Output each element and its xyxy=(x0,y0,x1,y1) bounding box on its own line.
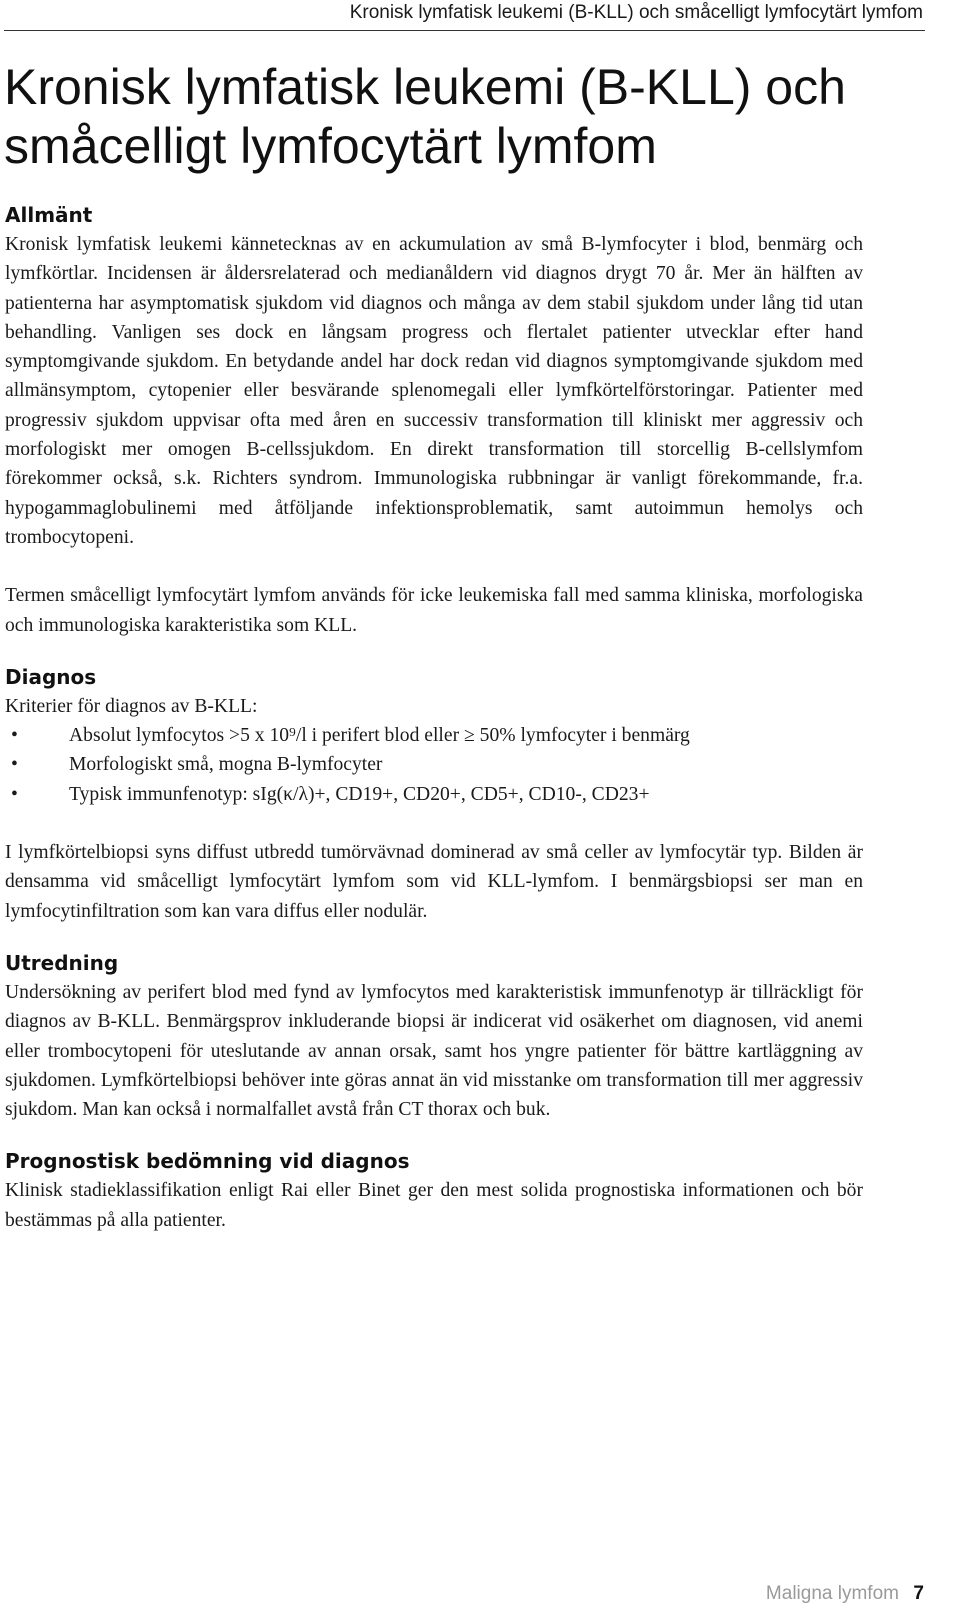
allmant-paragraph-2: Termen småcelligt lymfocytärt lymfom används för icke leukemiska fall med samma kliniska, morfologiska och immunologiska karakteristika som KLL. xyxy=(5,585,863,636)
diagnos-criteria-list xyxy=(5,721,863,809)
criterion-text: Typisk immunfenotyp: sIg(κ/λ)+, CD19+, CD20+, CD5+, CD10-, CD23+ xyxy=(69,783,650,805)
diagnos-intro: Kriterier för diagnos av B-KLL: xyxy=(5,695,258,717)
section-heading-allmant: Allmänt xyxy=(5,203,93,227)
list-item xyxy=(5,780,863,809)
header-rule xyxy=(4,30,925,31)
bullet-icon: • xyxy=(11,783,18,805)
prognostisk-paragraph: Klinisk stadieklassifikation enligt Rai eller Binet ger den mest solida prognostiska informationen och bör bestämmas på alla patienter. xyxy=(5,1180,863,1231)
page-title: Kronisk lymfatisk leukemi (B-KLL) och småcelligt lymfocytärt lymfom xyxy=(4,59,846,174)
page-number: 7 xyxy=(913,1583,924,1604)
list-item xyxy=(5,750,863,779)
list-item xyxy=(5,721,863,750)
document-body xyxy=(5,200,863,1235)
allmant-paragraph-1: Kronisk lymfatisk leukemi kännetecknas av en ackumulation av små B-lymfocyter i blod, benmärg och lymfkörtlar. Incidensen är åldersrelaterad och medianåldern vid diagnos drygt 70 år. Mer än hälften av patienterna har asymptomatisk sjukdom vid diagnos och många av dem stabil sjukdom under lång tid utan behandling. Vanligen ses dock en långsam progress och flertalet patienter utvecklar efter hand symptomgivande sjukdom. En betydande andel har dock redan vid diagnos symptomgivande sjukdom med allmänsymptom, cytopenier eller besvärande splenomegali eller lymfkörtelförstoringar. Patienter med progressiv sjukdom uppvisar ofta med åren en successiv transformation till kliniskt mer aggressiv och morfologiskt mer omogen B-cellssjukdom. En direkt transformation till storcellig B-cellslymfom förekommer också, s.k. Richters syndrom. Immunologiska rubbningar är vanligt förekommande, fr.a. hypogammaglobulinemi med åtföljande infektionsproblematik, samt autoimmun hemolys och trombocytopeni. xyxy=(5,234,863,548)
diagnos-paragraph: I lymfkörtelbiopsi syns diffust utbredd tumörvävnad dominerad av små celler av lymfocytär typ. Bilden är densamma vid småcelligt lymfocytärt lymfom som vid KLL-lymfom. I benmärgsbiopsi ser man en lymfocytinfiltration som kan vara diffus eller nodulär. xyxy=(5,842,863,922)
footer-section-name: Maligna lymfom xyxy=(765,1583,899,1604)
running-header: Kronisk lymfatisk leukemi (B-KLL) och småcelligt lymfocytärt lymfom xyxy=(349,2,923,23)
bullet-icon: • xyxy=(11,754,18,776)
criterion-text: Morfologiskt små, mogna B-lymfocyter xyxy=(69,754,383,776)
bullet-icon: • xyxy=(11,725,18,747)
criterion-text: Absolut lymfocytos >5 x 10⁹/l i perifert blod eller ≥ 50% lymfocyter i benmärg xyxy=(69,725,690,747)
section-heading-utredning: Utredning xyxy=(5,950,119,975)
section-heading-prognostisk: Prognostisk bedömning vid diagnos xyxy=(5,1149,410,1174)
page-footer xyxy=(766,1583,924,1605)
utredning-paragraph: Undersökning av perifert blod med fynd av lymfocytos med karakteristisk immunfenotyp är tillräckligt för diagnos av B-KLL. Benmärgsprov inkluderande biopsi är indicerat vid osäkerhet om diagnosen, vid anemi eller trombocytopeni för uteslutande av annan orsak, samt hos yngre patienter för bättre kartläggning av sjukdomen. Lymfkörtelbiopsi behöver inte göras annat än vid misstanke om transformation till mer aggressiv sjukdom. Man kan också i normalfallet avstå från CT thorax och buk. xyxy=(5,981,863,1121)
section-heading-diagnos: Diagnos xyxy=(5,664,97,689)
